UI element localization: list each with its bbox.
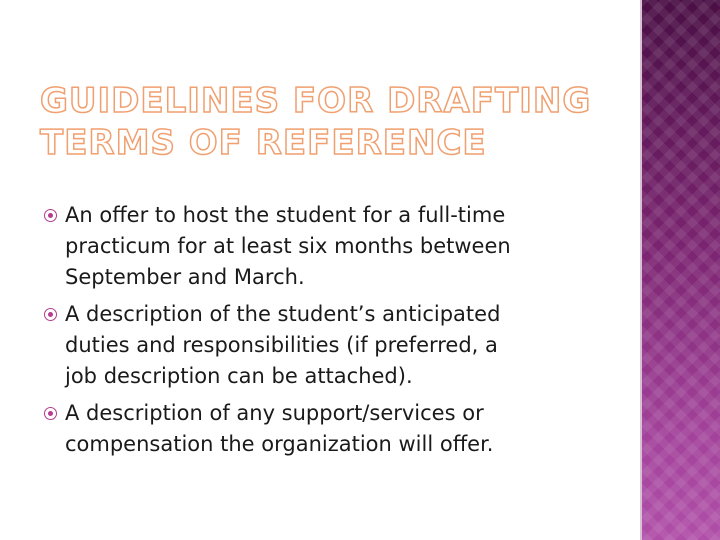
bullet-text: [65, 200, 511, 293]
slide-title: [40, 80, 620, 164]
bullet-item-support: [44, 398, 604, 460]
bullet-text: [65, 398, 493, 460]
slide-title-line-1: GUIDELINES FOR DRAFTING: [40, 81, 592, 121]
bullet-line: A description of any support/services or: [65, 401, 484, 425]
bullet-line: job description can be attached).: [65, 364, 413, 388]
bullet-line: A description of the student’s anticipated: [65, 302, 501, 326]
slide-title-line-2: TERMS OF REFERENCE: [40, 123, 487, 163]
circle-dot-icon: [44, 209, 57, 222]
bullet-item-duties: [44, 299, 604, 392]
bullet-line: September and March.: [65, 265, 305, 289]
circle-dot-icon: [44, 407, 57, 420]
decorative-side-band: [642, 0, 720, 540]
bullet-line: duties and responsibilities (if preferred, a: [65, 333, 498, 357]
circle-dot-icon: [44, 308, 57, 321]
bullet-item-host-offer: [44, 200, 604, 293]
bullet-line: practicum for at least six months between: [65, 234, 511, 258]
bullet-list: [44, 200, 604, 466]
bullet-text: [65, 299, 500, 392]
bullet-line: An offer to host the student for a full-time: [65, 203, 506, 227]
bullet-line: compensation the organization will offer.: [65, 432, 494, 456]
